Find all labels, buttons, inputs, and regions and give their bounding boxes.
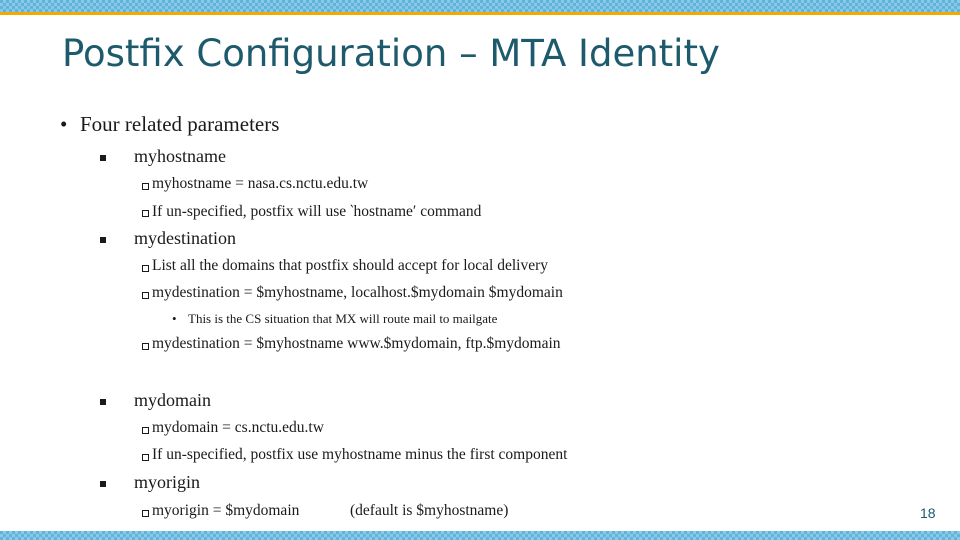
param-myorigin (100, 472, 200, 493)
square-bullet-icon (100, 237, 106, 243)
top-accent-line (0, 12, 960, 15)
bullet-text: Four related parameters (80, 112, 280, 136)
myhostname-item-2: If un-specified, postfix will use ‵hostname′ command (142, 202, 481, 221)
hollow-square-bullet-icon (142, 292, 149, 299)
mydestination-item-3: mydestination = $myhostname www.$mydomain, ftp.$mydomain (142, 335, 561, 353)
param-mydomain (100, 390, 211, 411)
mydestination-note: • This is the CS situation that MX will route mail to mailgate (172, 311, 498, 326)
hollow-square-bullet-icon (142, 454, 149, 461)
mydomain-item-1: mydomain = cs.nctu.edu.tw (142, 419, 324, 437)
hollow-square-bullet-icon (142, 210, 149, 217)
mydestination-item-2: mydestination = $myhostname, localhost.$mydomain $mydomain (142, 284, 563, 302)
hollow-square-bullet-icon (142, 265, 149, 272)
bullet-dot-icon: • (60, 112, 68, 136)
mydestination-item-1: List all the domains that postfix should accept for local delivery (142, 257, 548, 275)
mydomain-item-2: If un-specified, postfix use myhostname minus the first component (142, 446, 567, 464)
square-bullet-icon (100, 155, 106, 161)
param-mydestination (100, 228, 236, 249)
param-name: mydestination (134, 228, 236, 248)
myorigin-default-note: (default is $myhostname) (350, 502, 509, 519)
square-bullet-icon (100, 399, 106, 405)
bullet-dot-icon: • (172, 311, 177, 326)
param-name: myhostname (134, 146, 226, 166)
bullet-four-parameters (60, 112, 279, 137)
hollow-square-bullet-icon (142, 510, 149, 517)
hollow-square-bullet-icon (142, 183, 149, 190)
square-bullet-icon (100, 481, 106, 487)
bottom-decorative-bar (0, 531, 960, 540)
myorigin-item-1: myorigin = $mydomain (142, 502, 299, 520)
hollow-square-bullet-icon (142, 343, 149, 350)
param-name: myorigin (134, 472, 200, 492)
param-myhostname (100, 146, 226, 167)
param-name: mydomain (134, 390, 211, 410)
slide-title: Postfix Configuration – MTA Identity (62, 32, 720, 75)
top-decorative-bar (0, 0, 960, 12)
page-number: 18 (920, 505, 936, 521)
myhostname-item-1: myhostname = nasa.cs.nctu.edu.tw (142, 175, 368, 193)
hollow-square-bullet-icon (142, 427, 149, 434)
